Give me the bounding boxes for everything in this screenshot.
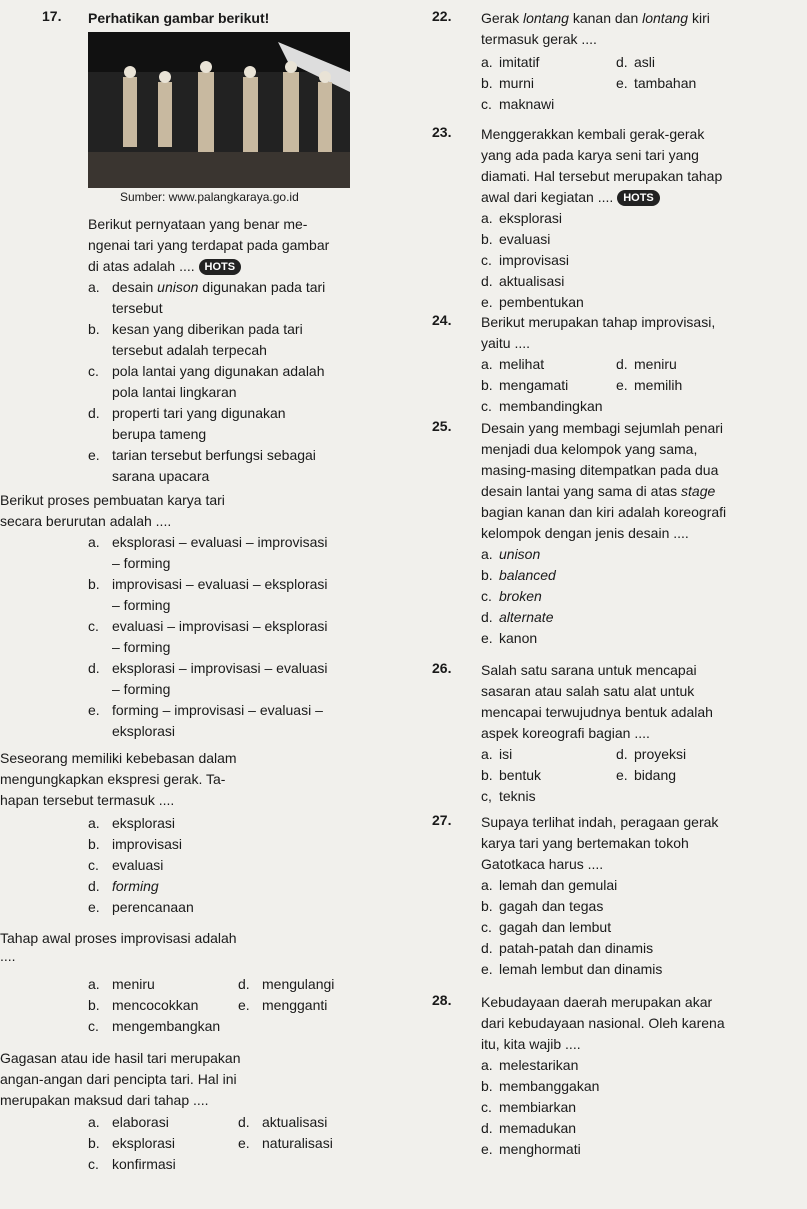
stem-line: mencapai terwujudnya bentuk adalah <box>481 704 713 720</box>
question-26-options <box>481 744 751 807</box>
stem-line: di atas adalah .... HOTS <box>88 256 405 277</box>
option-d[interactable]: d. memadukan <box>481 1120 577 1136</box>
question-18 <box>0 490 405 532</box>
option-e[interactable]: e. menghormati <box>481 1141 581 1157</box>
question-number: 17. <box>42 8 62 24</box>
stem-line: menjadi dua kelompok yang sama, <box>481 441 698 457</box>
stem-line: dari kebudayaan nasional. Oleh karena <box>481 1015 725 1031</box>
stem-line: karya tari yang bertemakan tokoh <box>481 835 689 851</box>
stem-line: Supaya terlihat indah, peragaan gerak <box>481 814 719 830</box>
stem-line: itu, kita wajib .... <box>481 1036 581 1052</box>
option-e[interactable]: e. mengganti <box>238 997 328 1013</box>
option-d[interactable]: d. alternate <box>481 609 554 625</box>
option-c[interactable]: c. membiarkan <box>481 1099 577 1115</box>
option-a[interactable]: a. isi <box>481 746 513 762</box>
option-e[interactable]: e. tambahan <box>616 75 697 91</box>
option-d[interactable]: d. properti tari yang digunakan berupa tameng <box>88 405 286 442</box>
question-number: 27. <box>432 812 452 828</box>
option-b[interactable]: b. membanggakan <box>481 1078 600 1094</box>
option-c[interactable]: c. broken <box>481 588 542 604</box>
hots-badge: HOTS <box>199 259 242 275</box>
option-d[interactable]: d. eksplorasi – improvisasi – evaluasi – forming <box>88 660 328 697</box>
question-18-options <box>0 532 405 742</box>
stem-line: Gagasan atau ide hasil tari merupakan <box>0 1050 241 1066</box>
stem-line: Menggerakkan kembali gerak-gerak <box>481 126 705 142</box>
question-24-options <box>481 354 751 417</box>
stem-line: Seseorang memiliki kebebasan dalam <box>0 750 237 766</box>
stem-line: masing-masing ditempatkan pada dua <box>481 462 719 478</box>
question-number: 24. <box>432 312 452 328</box>
stem-line: diamati. Hal tersebut merupakan tahap <box>481 168 723 184</box>
dance-photo <box>88 32 350 188</box>
question-22-options <box>481 52 751 115</box>
option-d[interactable]: d. forming <box>88 878 159 894</box>
option-b[interactable]: b. gagah dan tegas <box>481 898 604 914</box>
option-e[interactable]: e. lemah lembut dan dinamis <box>481 961 663 977</box>
option-e[interactable]: e. naturalisasi <box>238 1135 333 1151</box>
stem-line: Berikut merupakan tahap improvisasi, <box>481 314 716 330</box>
stem-line: Gatotkaca harus .... <box>481 856 604 872</box>
question-21-options <box>88 1112 388 1175</box>
stem-line: merupakan maksud dari tahap .... <box>0 1092 209 1108</box>
question-number: 26. <box>432 660 452 676</box>
option-b[interactable]: b. mengamati <box>481 377 569 393</box>
option-c[interactable]: c. mengembangkan <box>88 1018 221 1034</box>
option-a[interactable]: a. eksplorasi <box>481 210 563 226</box>
option-e[interactable]: e. memilih <box>616 377 683 393</box>
option-a[interactable]: a. melestarikan <box>481 1057 579 1073</box>
option-c[interactable]: c. gagah dan lembut <box>481 919 612 935</box>
option-e[interactable]: e. tarian tersebut berfungsi sebagai sarana upacara <box>88 447 316 484</box>
stem-line: desain lantai yang sama di atas stage <box>481 483 716 499</box>
option-d[interactable]: d. asli <box>616 54 656 70</box>
option-d[interactable]: d. aktualisasi <box>238 1114 328 1130</box>
question-prompt: Perhatikan gambar berikut! <box>88 10 270 26</box>
option-b[interactable]: b. balanced <box>481 567 556 583</box>
option-c[interactable]: c. evaluasi <box>88 857 164 873</box>
stem-line: angan-angan dari pencipta tari. Hal ini <box>0 1071 237 1087</box>
question-17 <box>0 8 405 29</box>
option-c[interactable]: c. membandingkan <box>481 398 603 414</box>
stem-line: yang ada pada karya seni tari yang <box>481 147 699 163</box>
option-b[interactable]: b. improvisasi – evaluasi – eksplorasi – forming <box>88 576 328 613</box>
option-d[interactable]: d. mengulangi <box>238 976 335 992</box>
stem-line: bagian kanan dan kiri adalah koreografi <box>481 504 727 520</box>
option-b[interactable]: b. eksplorasi <box>88 1135 176 1151</box>
stem-line: Salah satu sarana untuk mencapai <box>481 662 697 678</box>
question-17-body <box>0 214 405 487</box>
option-c[interactable]: c. konfirmasi <box>88 1156 176 1172</box>
stem-line: termasuk gerak .... <box>481 31 597 47</box>
option-d[interactable]: d. proyeksi <box>616 746 687 762</box>
option-a[interactable]: a. eksplorasi – evaluasi – improvisasi – forming <box>88 534 328 571</box>
question-25 <box>420 418 800 649</box>
option-a[interactable]: a. meniru <box>88 976 155 992</box>
option-e[interactable]: e. perencanaan <box>88 899 194 915</box>
option-a[interactable]: a. eksplorasi <box>88 815 176 831</box>
option-a[interactable]: a. elaborasi <box>88 1114 169 1130</box>
option-d[interactable]: d. meniru <box>616 356 677 372</box>
option-b[interactable]: b. bentuk <box>481 767 542 783</box>
question-number: 28. <box>432 992 452 1008</box>
stem-line: Tahap awal proses improvisasi adalah <box>0 930 237 946</box>
stem-line: hapan tersebut termasuk .... <box>0 792 175 808</box>
question-21 <box>0 1048 405 1111</box>
option-c[interactable]: c. pola lantai yang digunakan adalah pola lantai lingkaran <box>88 363 325 400</box>
option-a[interactable]: a. melihat <box>481 356 545 372</box>
stem-line: Berikut pernyataan yang benar me- <box>88 216 308 232</box>
stem-line: sasaran atau salah satu alat untuk <box>481 683 695 699</box>
question-number: 25. <box>432 418 452 434</box>
photo-caption: Sumber: www.palangkaraya.go.id <box>120 190 299 204</box>
option-c[interactable]: c. improvisasi <box>481 252 570 268</box>
question-number: 23. <box>432 124 452 140</box>
stem-line: Kebudayaan daerah merupakan akar <box>481 994 713 1010</box>
question-24 <box>420 312 800 354</box>
stem-line: secara berurutan adalah .... <box>0 513 172 529</box>
stem-line: yaitu .... <box>481 335 531 351</box>
stem-line: Gerak lontang kanan dan lontang kiri <box>481 10 710 26</box>
question-19-options <box>0 813 405 918</box>
stem-line: kelompok dengan jenis desain .... <box>481 525 689 541</box>
option-b[interactable]: b. mencocokkan <box>88 997 199 1013</box>
question-20-options <box>88 974 388 1037</box>
question-19 <box>0 748 405 811</box>
option-d[interactable]: d. aktualisasi <box>481 273 565 289</box>
question-23 <box>420 124 800 313</box>
option-a[interactable]: a. unison <box>481 546 541 562</box>
question-number: 22. <box>432 8 452 24</box>
option-e[interactable]: e. pembentukan <box>481 294 584 310</box>
option-c[interactable]: c. maknawi <box>481 96 555 112</box>
stem-line: aspek koreografi bagian .... <box>481 725 650 741</box>
option-c[interactable]: c. evaluasi – improvisasi – eksplorasi – forming <box>88 618 328 655</box>
stem-line: ngenai tari yang terdapat pada gambar <box>88 237 330 253</box>
option-a[interactable]: a. lemah dan gemulai <box>481 877 618 893</box>
stem-line: awal dari kegiatan .... HOTS <box>481 187 800 208</box>
option-e[interactable]: e. bidang <box>616 767 677 783</box>
question-27 <box>420 812 800 980</box>
stem-line: Berikut proses pembuatan karya tari <box>0 492 225 508</box>
option-b[interactable]: b. improvisasi <box>88 836 183 852</box>
option-d[interactable]: d. patah-patah dan dinamis <box>481 940 654 956</box>
option-c[interactable]: c, teknis <box>481 788 536 804</box>
option-e[interactable]: e. forming – improvisasi – evaluasi – eksplorasi <box>88 702 323 739</box>
option-a[interactable]: a. imitatif <box>481 54 540 70</box>
option-e[interactable]: e. kanon <box>481 630 538 646</box>
question-22 <box>420 8 800 50</box>
question-20 <box>0 928 405 963</box>
hots-badge: HOTS <box>617 190 660 206</box>
stem-line: Desain yang membagi sejumlah penari <box>481 420 724 436</box>
option-b[interactable]: b. kesan yang diberikan pada tari tersebut adalah terpecah <box>88 321 303 358</box>
option-b[interactable]: b. evaluasi <box>481 231 551 247</box>
stem-line: .... <box>0 948 16 964</box>
option-b[interactable]: b. murni <box>481 75 535 91</box>
question-26 <box>420 660 800 744</box>
option-a[interactable]: a. desain unison digunakan pada tari tersebut <box>88 279 326 316</box>
question-28 <box>420 992 800 1160</box>
stem-line: mengungkapkan ekspresi gerak. Ta- <box>0 771 226 787</box>
